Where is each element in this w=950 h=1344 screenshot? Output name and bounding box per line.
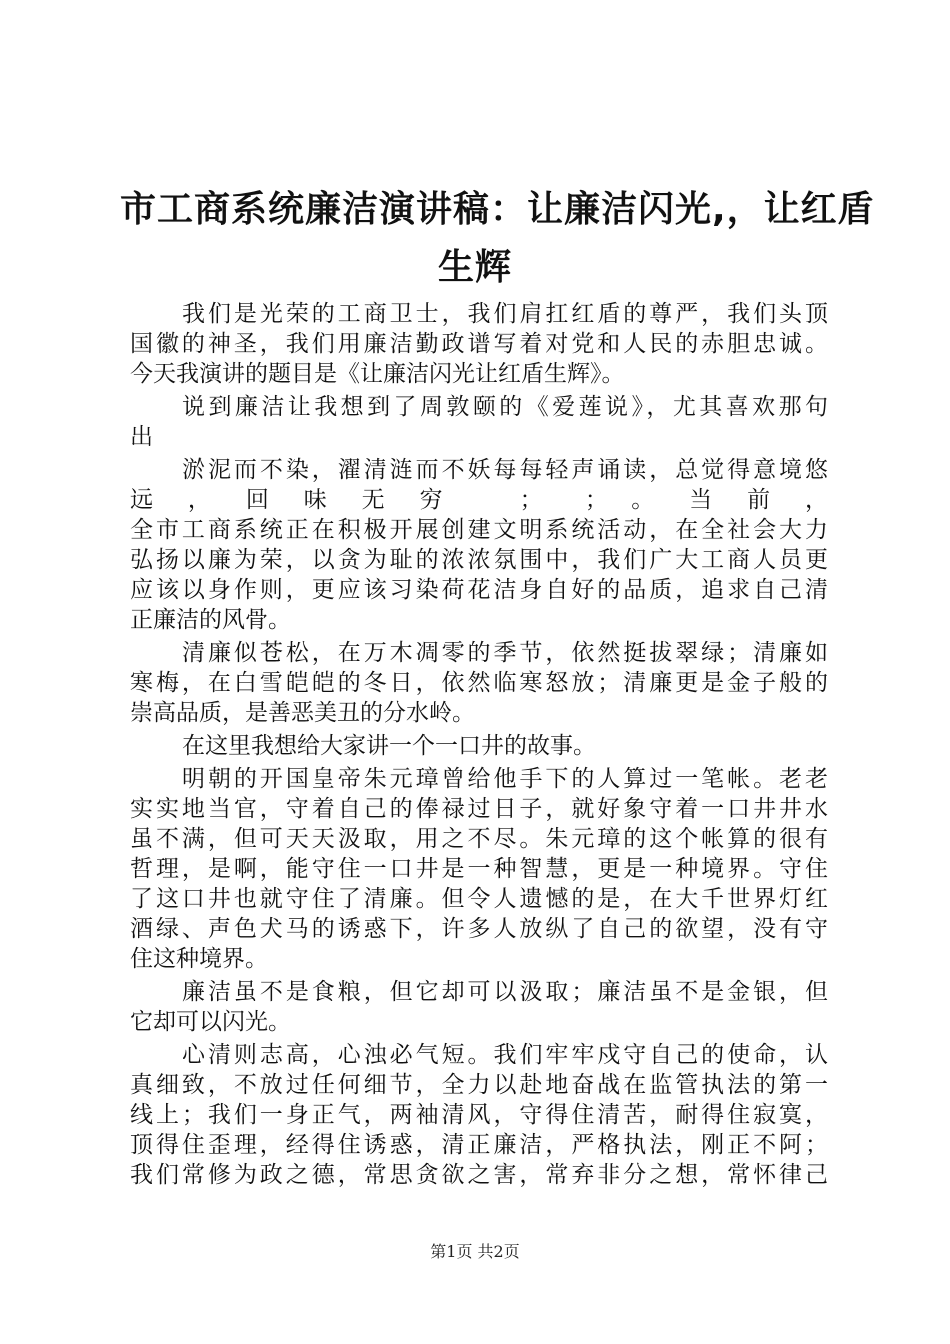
body-line: 真细致，不放过任何细节，全力以赴地奋战在监管执法的第一	[130, 1072, 828, 1098]
body-line: 出	[130, 424, 153, 450]
body-line: 寒梅，在白雪皑皑的冬日，依然临寒怒放；清廉更是金子般的	[130, 670, 828, 696]
body-line: 线上；我们一身正气，两袖清风，守得住清苦，耐得住寂寞，	[130, 1102, 828, 1128]
body-line: 心清则志高，心浊必气短。我们牢牢戍守自己的使命，认	[182, 1042, 828, 1068]
page-number-footer: 第1页 共2页	[430, 1242, 520, 1261]
body-line: 说到廉洁让我想到了周敦颐的《爱莲说》，尤其喜欢那句	[182, 394, 828, 420]
body-line: 国徽的神圣，我们用廉洁勤政谱写着对党和人民的赤胆忠诚。	[130, 331, 828, 357]
body-line: 应该以身作则，更应该习染荷花洁身自好的品质，追求自己清	[130, 577, 828, 603]
body-line: 住这种境界。	[130, 946, 268, 972]
body-line: 淤泥而不染，濯清涟而不妖每每轻声诵读，总觉得意境悠	[182, 457, 828, 483]
body-line: 我们常修为政之德，常思贪欲之害，常弃非分之想，常怀律己	[130, 1162, 828, 1188]
body-line: 清廉似苍松，在万木凋零的季节，依然挺拔翠绿；清廉如	[182, 640, 828, 666]
body-line: 了这口井也就守住了清廉。但令人遗憾的是，在大千世界灯红	[130, 886, 828, 912]
body-line: 它却可以闪光。	[130, 1009, 291, 1035]
body-line: 今天我演讲的题目是《让廉洁闪光让红盾生辉》。	[130, 361, 625, 387]
body-line: 顶得住歪理，经得住诱惑，清正廉洁，严格执法，刚正不阿；	[130, 1132, 828, 1158]
body-line: 正廉洁的风骨。	[130, 607, 291, 633]
body-line: 在这里我想给大家讲一个一口井的故事。	[182, 733, 596, 759]
body-line: 全市工商系统正在积极开展创建文明系统活动，在全社会大力	[130, 517, 828, 543]
document-title-line-1: 市工商系统廉洁演讲稿：让廉洁闪光,，让红盾	[120, 189, 875, 230]
body-line: 虽不满，但可天天汲取，用之不尽。朱元璋的这个帐算的很有	[130, 826, 828, 852]
body-line: 远，回味无穷 ； ；。当前，	[130, 487, 828, 513]
body-line: 实实地当官，守着自己的俸禄过日子，就好象守着一口井井水	[130, 796, 828, 822]
body-line: 酒绿、声色犬马的诱惑下，许多人放纵了自己的欲望，没有守	[130, 916, 828, 942]
body-line: 我们是光荣的工商卫士，我们肩扛红盾的尊严，我们头顶	[182, 301, 828, 327]
body-line: 明朝的开国皇帝朱元璋曾给他手下的人算过一笔帐。老老	[182, 766, 828, 792]
body-line: 弘扬以廉为荣，以贪为耻的浓浓氛围中，我们广大工商人员更	[130, 547, 828, 573]
document-title-line-2: 生辉	[437, 247, 512, 288]
body-line: 哲理，是啊，能守住一口井是一种智慧，更是一种境界。守住	[130, 856, 828, 882]
body-line: 崇高品质，是善恶美丑的分水岭。	[130, 700, 475, 726]
body-line: 廉洁虽不是食粮，但它却可以汲取；廉洁虽不是金银，但	[182, 979, 828, 1005]
